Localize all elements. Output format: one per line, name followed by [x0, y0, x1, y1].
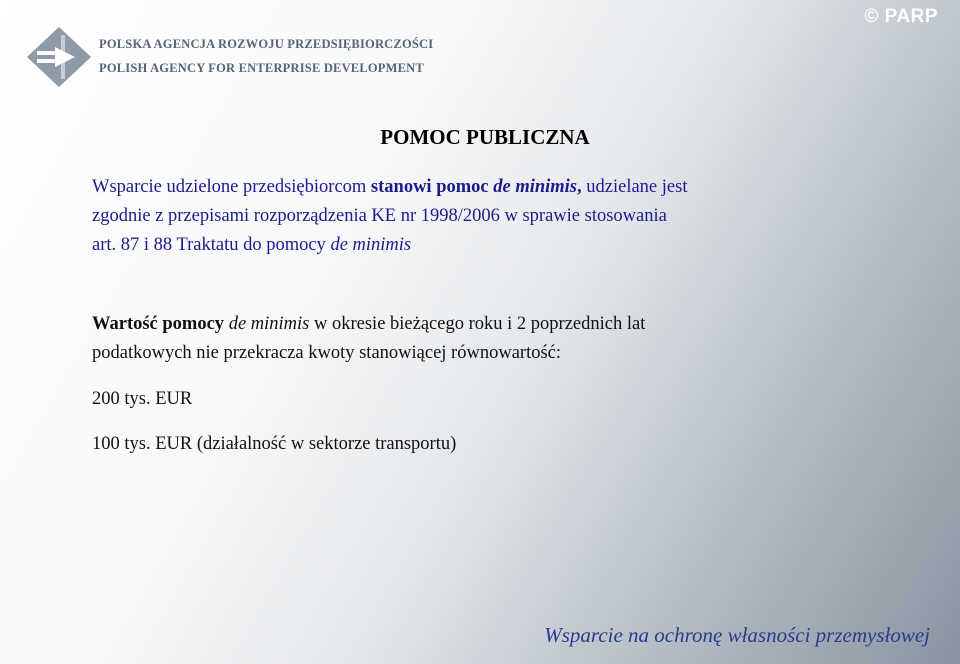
text-span: w okresie bieżącego roku i 2 poprzednich lat	[309, 314, 646, 334]
text-span-italic: de minimis	[224, 314, 310, 334]
parp-logo-icon	[25, 25, 93, 89]
amount-transport: 100 tys. EUR (działalność w sektorze transportu)	[92, 434, 457, 454]
amount-general: 200 tys. EUR	[92, 389, 193, 409]
text-span: Wsparcie udzielone przedsiębiorcom	[92, 177, 371, 197]
paragraph-line	[92, 310, 892, 339]
paragraph-line: zgodnie z przepisami rozporządzenia KE nr 1998/2006 w sprawie stosowania	[92, 206, 667, 226]
footer-caption: Wsparcie na ochronę własności przemysłowej	[544, 623, 930, 647]
text-span: art. 87 i 88 Traktatu do pomocy	[92, 235, 331, 255]
parp-logo	[25, 25, 433, 89]
paragraph-value	[92, 310, 892, 368]
text-span-bold-italic: de minimis	[493, 177, 578, 197]
copyright-label: © PARP	[864, 6, 938, 27]
paragraph-line	[92, 173, 892, 202]
paragraph-line: podatkowych nie przekracza kwoty stanowiącej równowartość:	[92, 343, 562, 363]
text-span-bold: stanowi pomoc	[370, 177, 494, 197]
text-span-italic: de minimis	[330, 235, 412, 255]
paragraph-support	[92, 173, 892, 260]
text-span: udzielane jest	[581, 177, 688, 197]
text-span-bold: ,	[577, 177, 582, 197]
page-title: POMOC PUBLICZNA	[380, 125, 590, 149]
text-span-bold: Wartość pomocy	[92, 314, 225, 334]
paragraph-line	[92, 231, 892, 260]
logo-text-polish: POLSKA AGENCJA ROZWOJU PRZEDSIĘBIORCZOŚCI	[99, 37, 434, 51]
logo-text-english: POLISH AGENCY FOR ENTERPRISE DEVELOPMENT	[99, 61, 424, 75]
